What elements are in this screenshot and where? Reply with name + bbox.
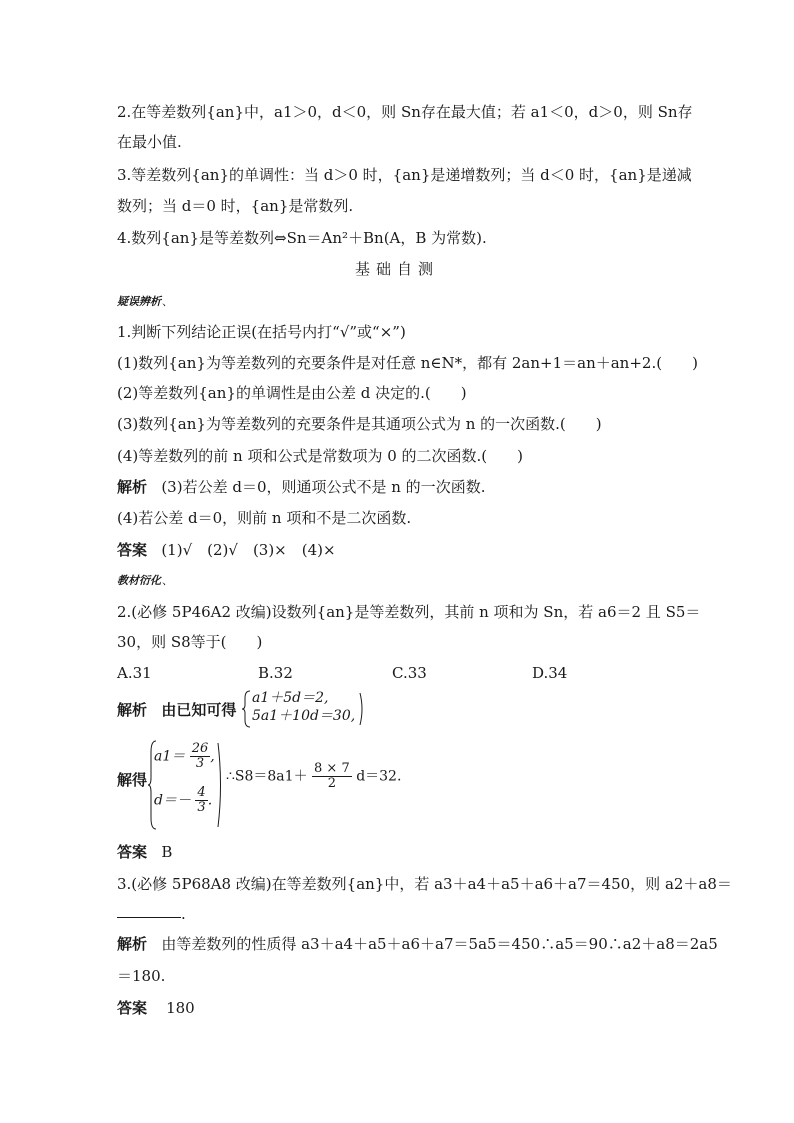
tag-textbook: 教材衍化 、 — [117, 572, 173, 588]
q3-analysis-text-1: 由等差数列的性质得 a3＋a4＋a5＋a6＋a7＝5a5＝450∴a5＝90∴a2＋a8＝2a5 — [161, 935, 718, 953]
q3-analysis-line-1 — [117, 934, 718, 954]
q2-analysis-line — [117, 700, 236, 720]
q2-system-row-1: a1＋5d＝2, — [252, 690, 329, 706]
q1-answer-line — [117, 540, 336, 560]
property-4-line: 4.数列{an}是等差数列⇔Sn＝An²＋Bn(A，B 为常数). — [117, 229, 487, 247]
q2-option-b: B.32 — [258, 664, 293, 682]
q2-answer-line — [117, 842, 172, 862]
q2-solution-d: d＝－ $\frac{4}{3}$ . — [154, 785, 213, 815]
analysis-label: 解析 — [117, 935, 148, 953]
q2-option-c: C.33 — [392, 664, 427, 682]
property-2-line-1: 2.在等差数列{an}中，a1＞0，d＜0，则 Sn存在最大值；若 a1＜0，d＞0，则 Sn存 — [117, 103, 693, 121]
fraction-d: $\frac{4}{3}$ — [197, 785, 206, 815]
property-2-line-2: 在最小值. — [117, 133, 182, 151]
q2-solution-a1: a1＝ $\frac{26}{3}$ , — [154, 741, 215, 771]
q2-stem-line-1: 2.(必修 5P46A2 改编)设数列{an}是等差数列，其前 n 项和为 Sn，若 a6＝2 且 S5＝ — [117, 603, 701, 621]
q3-answer: 180 — [166, 999, 195, 1017]
right-paren-icon — [216, 742, 224, 828]
property-3-line-2: 数列；当 d＝0 时，{an}是常数列. — [117, 197, 354, 215]
q3-answer-blank — [117, 917, 181, 918]
answer-label: 答案 — [117, 999, 148, 1017]
q1-item-4: (4)等差数列的前 n 项和公式是常数项为 0 的二次函数.( ) — [117, 447, 523, 465]
q2-stem-line-2: 30，则 S8等于( ) — [117, 633, 263, 651]
q2-system-row-2: 5a1＋10d＝30, — [252, 708, 356, 724]
q2-result: ∴S8＝8a1＋ $\frac{8 \times 7}{2}$ d＝32. — [226, 761, 402, 791]
fraction-a1: $\frac{26}{3}$ — [191, 741, 209, 771]
q1-answer: (1)√ (2)√ (3)× (4)× — [161, 541, 336, 559]
analysis-label: 解析 — [117, 478, 148, 496]
q1-item-1: (1)数列{an}为等差数列的充要条件是对任意 n∈N*，都有 2an+1＝an＋an+2.( ) — [117, 354, 698, 372]
q1-item-3: (3)数列{an}为等差数列的充要条件是其通项公式为 n 的一次函数.( ) — [117, 415, 602, 433]
q1-analysis-text-1: (3)若公差 d＝0，则通项公式不是 n 的一次函数. — [161, 478, 486, 496]
left-brace-icon — [242, 690, 252, 728]
answer-label: 答案 — [117, 541, 148, 559]
tag-misconception: 疑误辨析 、 — [117, 293, 173, 309]
q1-analysis-line-2: (4)若公差 d＝0，则前 n 项和不是二次函数. — [117, 509, 412, 527]
q2-option-a: A.31 — [117, 664, 152, 682]
q2-analysis-intro: 由已知可得 — [161, 701, 237, 719]
section-title: 基础自测 — [354, 260, 439, 278]
q3-blank-end: . — [181, 905, 186, 923]
fraction-result: $\frac{8 \times 7}{2}$ — [314, 761, 350, 791]
q2-answer: B — [161, 843, 173, 861]
right-paren-icon — [358, 692, 366, 726]
q1-stem: 1.判断下列结论正误(在括号内打“√”或“×”) — [117, 323, 406, 341]
q2-option-d: D.34 — [532, 664, 568, 682]
q2-solve-label: 解得 — [117, 771, 148, 789]
q3-answer-line — [117, 998, 195, 1018]
q1-item-2: (2)等差数列{an}的单调性是由公差 d 决定的.( ) — [117, 384, 467, 402]
q1-analysis-line-1 — [117, 477, 485, 497]
analysis-label: 解析 — [117, 701, 148, 719]
answer-label: 答案 — [117, 843, 148, 861]
q3-stem: 3.(必修 5P68A8 改编)在等差数列{an}中，若 a3＋a4＋a5＋a6＋a7＝450，则 a2＋a8＝ — [117, 875, 732, 893]
q3-analysis-line-2: ＝180. — [117, 967, 166, 985]
property-3-line-1: 3.等差数列{an}的单调性：当 d＞0 时，{an}是递增数列；当 d＜0 时，{an}是递减 — [117, 166, 692, 184]
